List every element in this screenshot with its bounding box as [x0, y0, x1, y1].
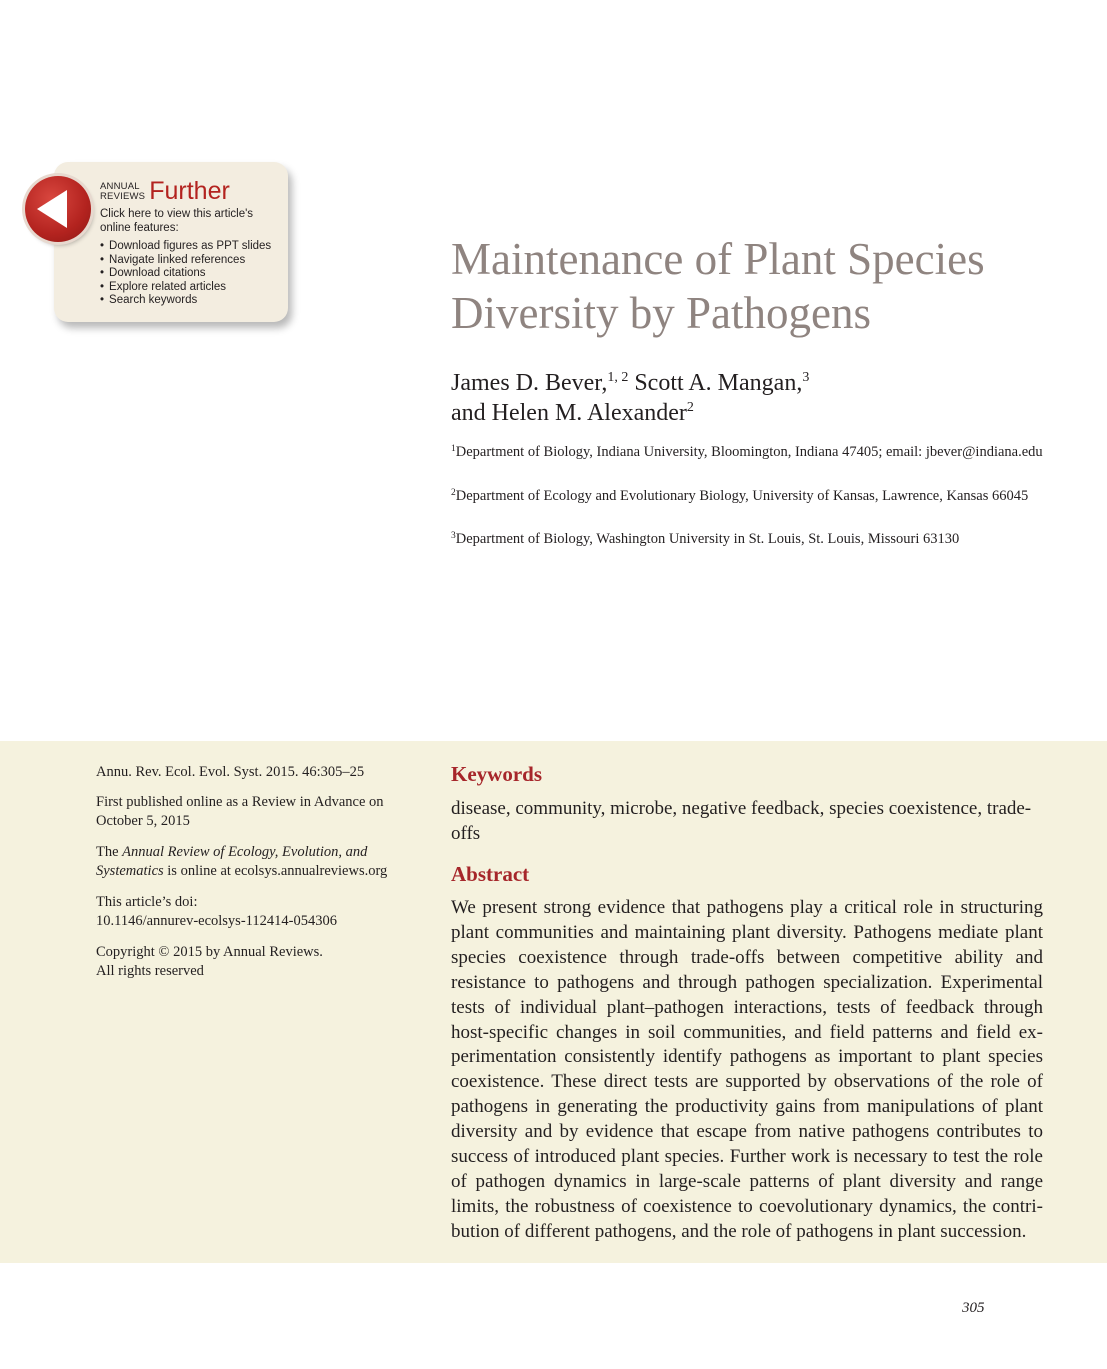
first-published: First published online as a Review in Advance on October 5, 2015: [96, 794, 384, 829]
feature-item[interactable]: • Search keywords: [100, 294, 271, 308]
author-list: James D. Bever,$^{1, 2}$ Scott A. Mangan,$^3$ and Helen M. Alexander$^2$: [451, 370, 810, 426]
affiliation: $^1$Department of Biology, Indiana University, Bloomington, Indiana 47405; email: jbever@indiana.edu: [451, 444, 1043, 460]
feature-item[interactable]: • Download figures as PPT slides: [100, 240, 271, 254]
keywords-text: disease, community, microbe, negative feedback, species coexistence, trade-offs: [451, 798, 1032, 844]
article-title: Maintenance of Plant Species Diversity by Pathogens: [451, 234, 985, 338]
page-number: 305: [962, 1300, 985, 1316]
feature-item[interactable]: • Navigate linked references: [100, 254, 271, 268]
click-here-link[interactable]: Click here: [100, 208, 152, 220]
abstract-heading: Abstract: [451, 862, 530, 886]
feature-item[interactable]: • Download citations: [100, 267, 271, 281]
citation: Annu. Rev. Ecol. Evol. Syst. 2015. 46:305–25: [96, 764, 365, 780]
journal-info: The Annual Review of Ecology, Evolution, and Systematics is online at ecolsys.annualreviews.org: [96, 844, 388, 879]
further-brand: [100, 179, 230, 204]
further-arrow-icon[interactable]: [25, 176, 91, 242]
further-intro: Click here to view this article's online features:: [100, 208, 254, 234]
doi-link[interactable]: 10.1146/annurev-ecolsys-112414-054306: [96, 913, 337, 929]
doi-block: This article’s doi: 10.1146/annurev-ecolsys-112414-054306: [96, 893, 416, 931]
keywords-heading: Keywords: [451, 762, 542, 786]
affiliation: $^2$Department of Ecology and Evolutionary Biology, University of Kansas, Lawrence, Kansas 66045: [451, 488, 1029, 504]
further-feature-list: [100, 240, 271, 308]
copyright: Copyright © 2015 by Annual Reviews. All rights reserved: [96, 944, 323, 979]
feature-item[interactable]: • Explore related articles: [100, 281, 271, 295]
affiliation: $^3$Department of Biology, Washington University in St. Louis, St. Louis, Missouri 63130: [451, 531, 960, 547]
abstract-text: We present strong evidence that pathogens play a critical role in structuring plant communities and maintaining plant diversity. Pathogens mediate plant species coexistence through trade-offs between competitive ability and resistance to pathogens and through pathogen specialization. Experimental tests of individual plant–pathogen interactions, tests of feedback through host-specific changes in soil communities, and field patterns and field experimentation consistently identify pathogens as important to plant species coexistence. These direct tests are supported by observations of the role of pathogens in generating the productivity gains from manipulations of plant diversity and by evidence that escape from native pathogens contributes to success of introduced plant species. Further work is necessary to test the role of pathogen dynamics in large-scale patterns of plant diversity and range limits, the robustness of coexistence to coevolutionary dynamics, the contribution of different pathogens, and the role of pathogens in plant succession.: [451, 897, 1043, 1242]
annual-reviews-logo: ANNUAL REVIEWS: [100, 181, 146, 202]
further-logo-text: Further: [149, 177, 230, 205]
